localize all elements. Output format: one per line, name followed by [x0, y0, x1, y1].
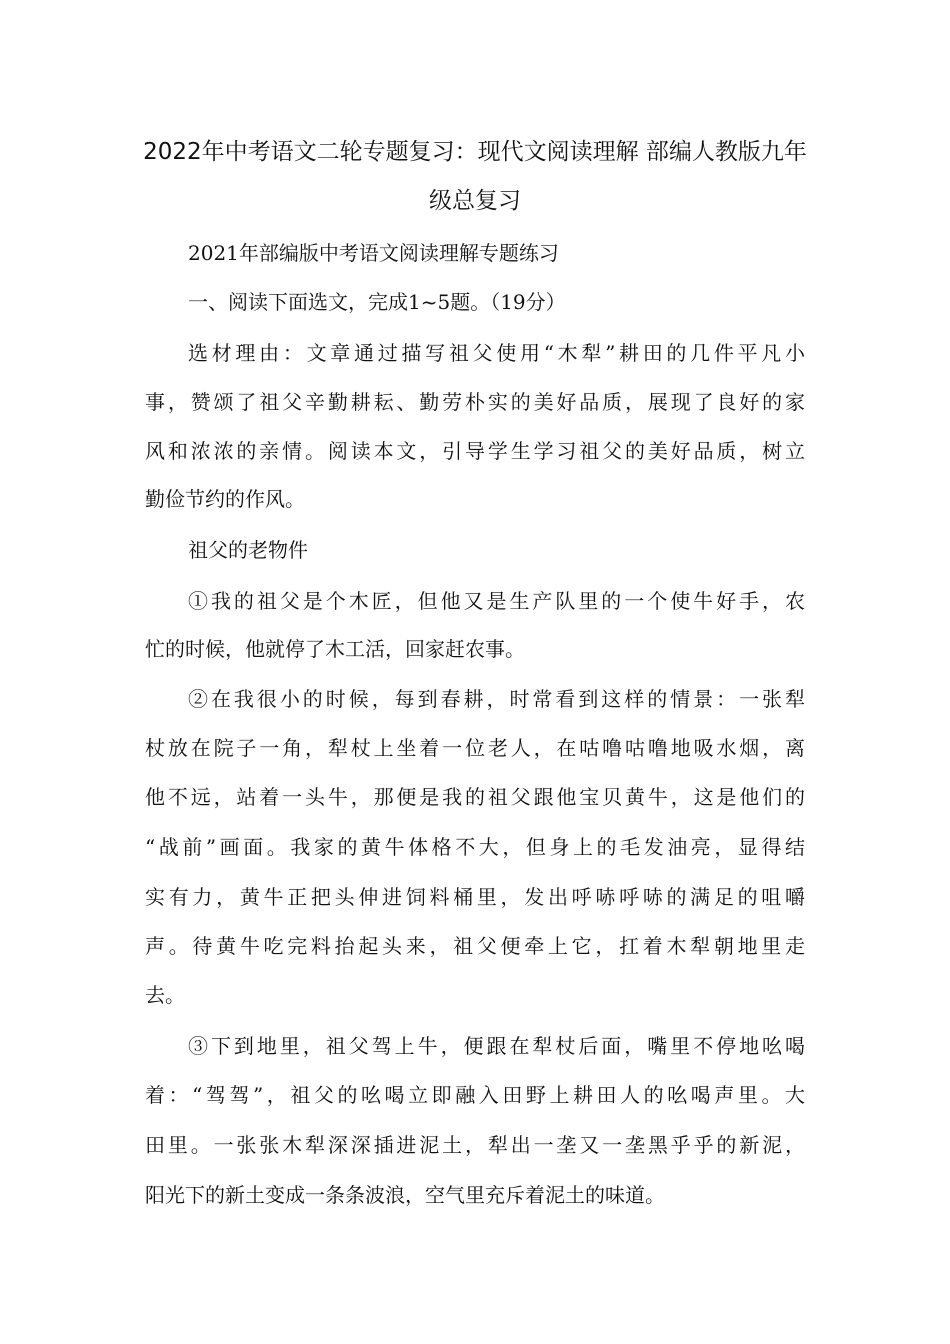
paragraph-line: 去。 — [145, 983, 185, 1007]
paragraph-line: 着：“驾驾”，祖父的吆喝立即融入田野上耕田人的吆喝声里。大 — [145, 1083, 805, 1107]
paragraph-line: 风和浓浓的亲情。阅读本文，引导学生学习祖父的美好品质，树立 — [145, 439, 805, 463]
paragraph-line: ①我的祖父是个木匠，但他又是生产队里的一个使牛好手，农 — [188, 589, 805, 613]
paragraph-line: 田里。一张张木犁深深插进泥土，犁出一垄又一垄黑乎乎的新泥， — [145, 1133, 805, 1157]
paragraph-line: ③下到地里，祖父驾上牛，便跟在犁杖后面，嘴里不停地吆喝 — [188, 1034, 805, 1058]
paragraph-line: 忙的时候，他就停了木工活，回家赶农事。 — [145, 637, 525, 661]
subtitle: 2021年部编版中考语文阅读理解专题练习 — [188, 241, 559, 265]
document-title-line-1: 2022年中考语文二轮专题复习：现代文阅读理解 部编人教版九年 — [143, 139, 807, 165]
paragraph-line: 勤俭节约的作风。 — [145, 487, 305, 511]
article-title: 祖父的老物件 — [188, 538, 308, 562]
document-title-line-2: 级总复习 — [429, 188, 521, 214]
paragraph-line: 事，赞颂了祖父辛勤耕耘、勤劳朴实的美好品质，展现了良好的家 — [145, 390, 805, 414]
paragraph-line: 阳光下的新土变成一条条波浪，空气里充斥着泥土的味道。 — [145, 1183, 665, 1207]
paragraph-line: 他不远，站着一头牛，那便是我的祖父跟他宝贝黄牛，这是他们的 — [145, 785, 805, 809]
paragraph-line: “战前”画面。我家的黄牛体格不大，但身上的毛发油亮，显得结 — [145, 835, 805, 859]
paragraph-line: 实有力，黄牛正把头伸进饲料桶里，发出呼哧呼哧的满足的咀嚼 — [145, 885, 805, 909]
paragraph-line: ②在我很小的时候，每到春耕，时常看到这样的情景：一张犁 — [188, 687, 805, 711]
paragraph-line: 杖放在院子一角，犁杖上坐着一位老人，在咕噜咕噜地吸水烟，离 — [145, 736, 805, 760]
paragraph-line: 选材理由：文章通过描写祖父使用“木犁”耕田的几件平凡小 — [188, 341, 805, 365]
question-instruction: 一、阅读下面选文，完成1~5题。（19分） — [188, 290, 566, 314]
paragraph-line: 声。待黄牛吃完料抬起头来，祖父便牵上它，扛着木犁朝地里走 — [145, 934, 805, 958]
